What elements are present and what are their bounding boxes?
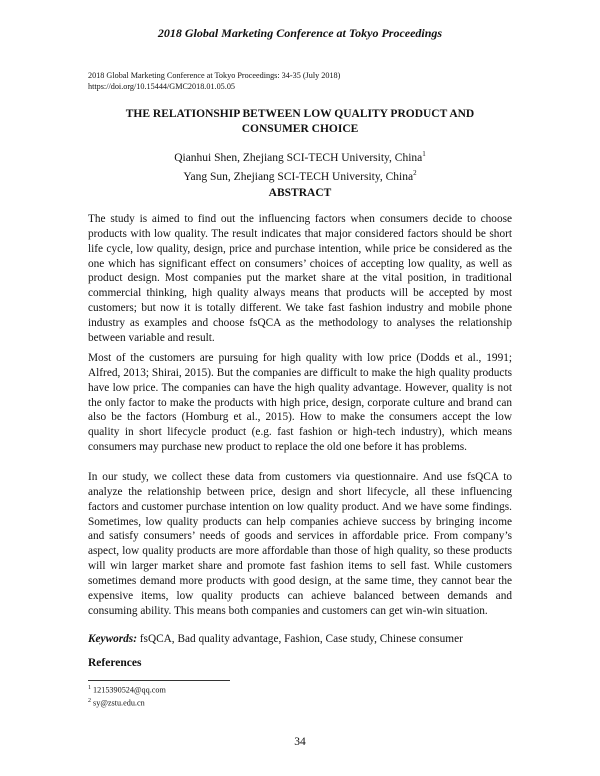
abstract-paragraph-1: The study is aimed to find out the influencing factors when consumers decide to choose products with low quality. The result indicates that major considered factors should be short life cycle, low quality, design, price and purchase intention, while price be considered as the one which has significant effect on consumers’ choices of accepting low quality, as well as product design. Most companies put the market share at the vital position, in traditional commercial thinking, high quality always means that products will be accepted by most customers; but now it is totally different. We take fast fashion industry and mobile phone industry as examples and choose fsQCA as the methodology to analyses the relationship between variable and result. [88,213,512,344]
citation-block [88,70,340,92]
author-1-affiliation: Qianhui Shen, Zhejiang SCI-TECH University, China [174,151,423,164]
footnote-1 [88,683,166,696]
footnote-1-mark: 1 [88,685,91,691]
keywords-separator: : [133,633,137,645]
footnote-divider [88,680,230,681]
paper-title [60,107,540,137]
running-header: 2018 Global Marketing Conference at Tokyo Proceedings [157,26,443,40]
footnote-1-email: 1215390524@qq.com [91,685,166,695]
abstract-paragraph-2: Most of the customers are pursuing for high quality with low price (Dodds et al., 1991; Alfred, 2013; Shirai, 2015). But the companies are difficult to make the high quality products have low price. The companies can have the high quality advantage. However, quality is not the only factor to make the products with high price, design, corporate culture and brand can also be the factors (Homburg et al., 2015). How to make the consumers accept the low quality in short lifecycle product (e.g. fast fashion or high-tech industry), which means consumers may purchase new product to replace the old one before it has problems. [88,352,512,454]
abstract-heading: ABSTRACT [268,187,332,199]
footnote-2-mark: 2 [88,697,91,704]
footnote-mark-2: 2 [413,168,417,177]
abstract-paragraph-3: In our study, we collect these data from customers via questionnaire. And use fsQCA to analyze the relationship between price, design and short lifecycle, all these influencing factors and customer purchase intention on low quality product. And we have some findings. Sometimes, low quality products can help companies achieve success by bringing income and satisfy consumers’ needs of goods and services in affordable price. From company’s aspect, low quality products are more affordable than those of high quality, so these products will win larger market share and promote fast fashion items to sell fast. While customers sometimes demand more products with good design, at the same time, they cannot bear the expensive items, low quality products can achieve balanced between demands and consuming ability. This means both companies and customers can get win-win situation. [88,471,512,617]
footnote-mark-1: 1 [422,150,426,158]
keywords-line [88,632,512,647]
author-1 [0,147,600,166]
author-2-affiliation: Yang Sun, Zhejiang SCI-TECH University, China [183,170,414,183]
doi-link[interactable]: https://doi.org/10.15444/GMC2018.01.05.05 [88,82,236,91]
keywords-label [88,633,137,645]
author-list [0,147,600,185]
footnote-2-email: sy@zstu.edu.cn [91,698,145,708]
citation-line: 2018 Global Marketing Conference at Tokyo Proceedings: 34-35 (July 2018) [88,71,341,80]
keywords-text: fsQCA, Bad quality advantage, Fashion, Case study, Chinese consumer [136,633,463,645]
page-number: 34 [294,736,306,748]
title-line-1: THE RELATIONSHIP BETWEEN LOW QUALITY PRODUCT AND [125,108,475,120]
author-2 [0,166,600,185]
footnote-2 [88,696,166,709]
title-line-2: CONSUMER CHOICE [241,123,359,135]
keywords-label-text: Keywords [88,633,134,645]
footnotes [88,683,166,708]
references-heading: References [88,657,142,669]
